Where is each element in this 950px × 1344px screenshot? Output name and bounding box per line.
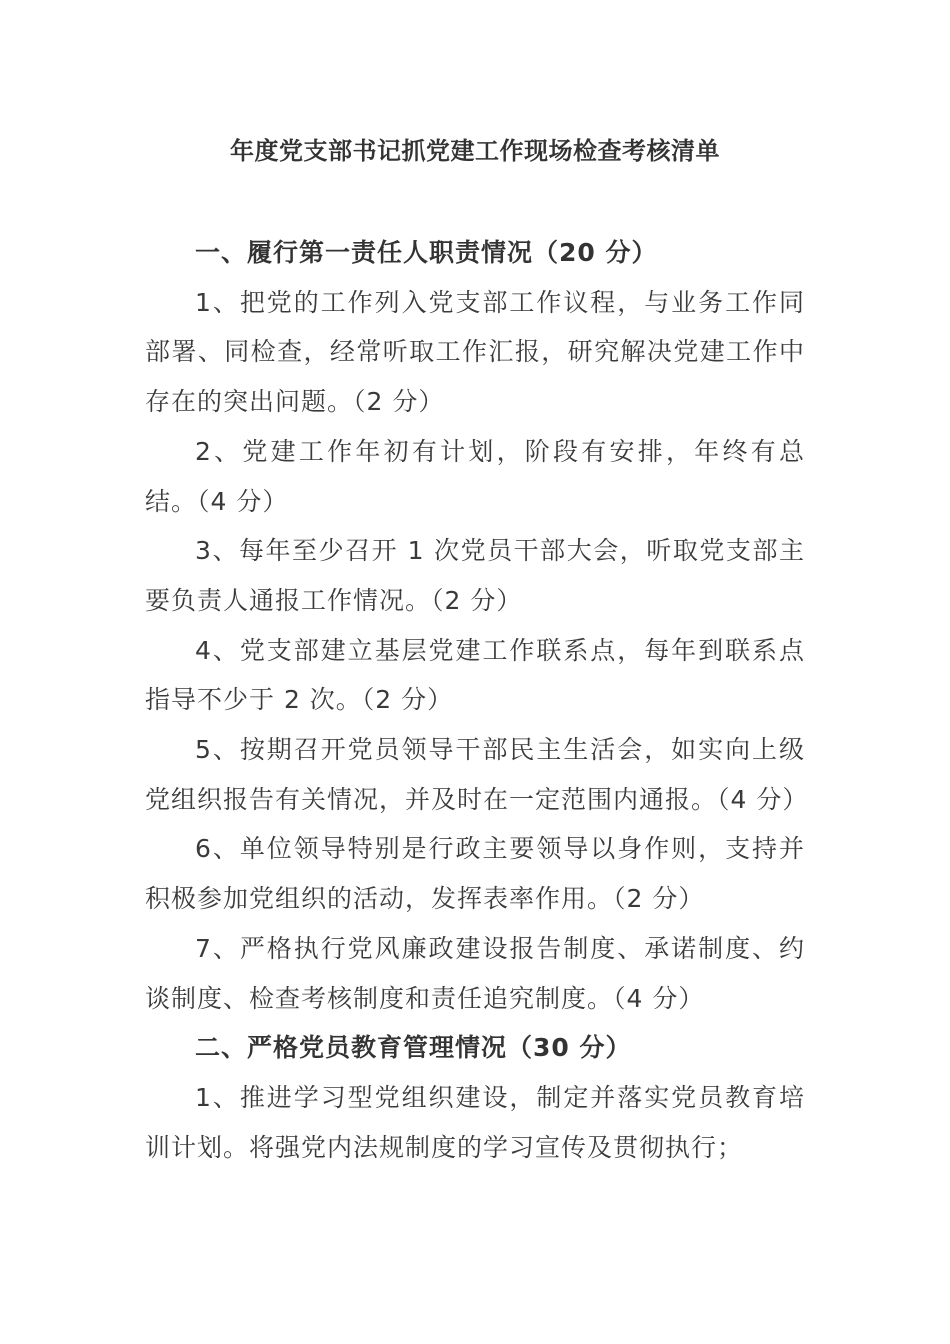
section-heading-1: 一、履行第一责任人职责情况（20 分） bbox=[195, 238, 658, 267]
document-title: 年度党支部书记抓党建工作现场检查考核清单 bbox=[230, 137, 720, 165]
section1-item-3: 3、每年至少召开 1 次党员干部大会，听取党支部主要负责人通报工作情况。（2 分） bbox=[145, 536, 805, 615]
section1-item-5: 5、按期召开党员领导干部民主生活会，如实向上级党组织报告有关情况，并及时在一定范围内通报。（4 分） bbox=[145, 735, 809, 814]
section2-item-1: 1、推进学习型党组织建设，制定并落实党员教育培训计划。将强党内法规制度的学习宣传及贯彻执行； bbox=[145, 1082, 805, 1162]
section1-item-6: 6、单位领导特别是行政主要领导以身作则，支持并积极参加党组织的活动，发挥表率作用。（2 分） bbox=[145, 834, 805, 914]
document-body bbox=[145, 228, 809, 1172]
section1-item-2: 2、党建工作年初有计划，阶段有安排，年终有总结。（4 分） bbox=[145, 436, 805, 516]
section1-item-7: 7、严格执行党风廉政建设报告制度、承诺制度、约谈制度、检查考核制度和责任追究制度。（4 分） bbox=[145, 933, 805, 1013]
section-heading-2: 二、严格党员教育管理情况（30 分） bbox=[195, 1033, 632, 1063]
section1-item-1: 1、把党的工作列入党支部工作议程，与业务工作同部署、同检查，经常听取工作汇报，研究解决党建工作中存在的突出问题。（2 分） bbox=[145, 287, 805, 417]
section1-item-4: 4、党支部建立基层党建工作联系点，每年到联系点指导不少于 2 次。（2 分） bbox=[145, 635, 805, 715]
